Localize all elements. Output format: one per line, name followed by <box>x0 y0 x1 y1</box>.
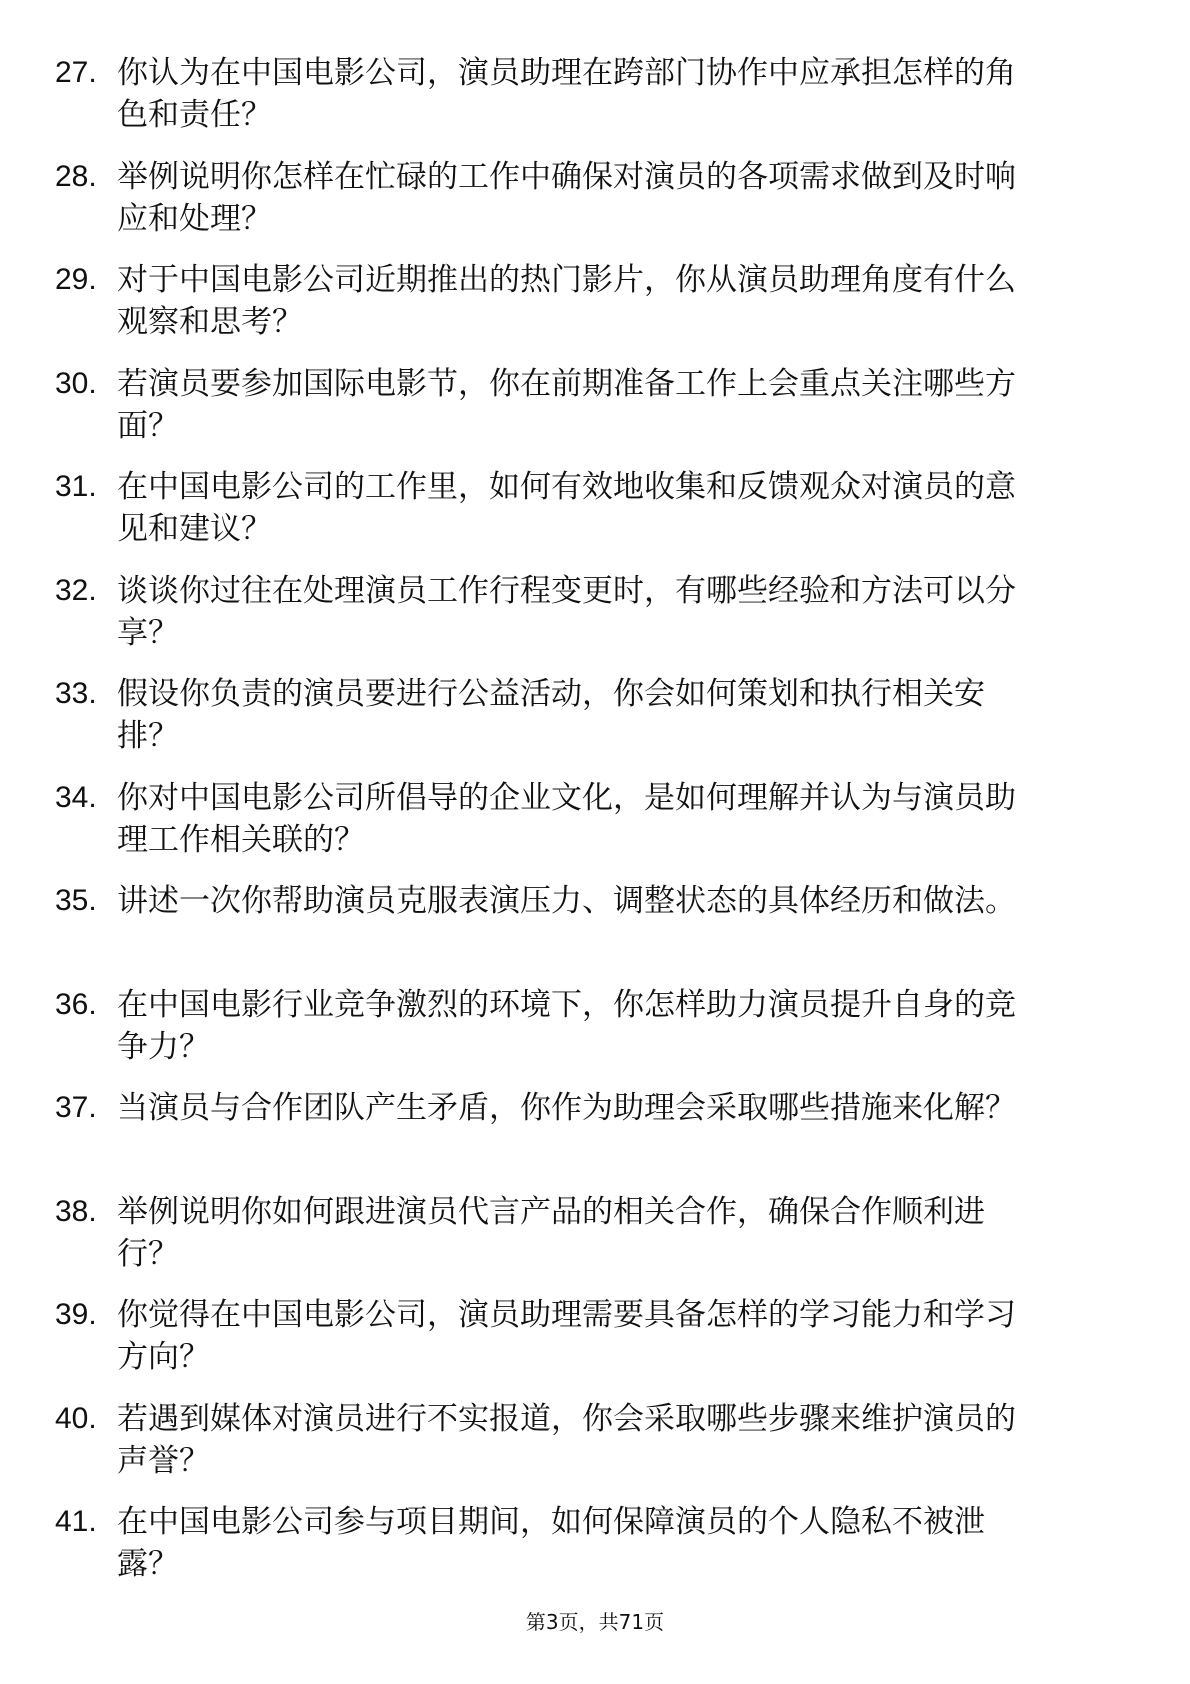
question-item <box>0 673 1190 777</box>
page-footer: 第3页，共71页 <box>525 1610 665 1634</box>
question-item <box>0 1398 1190 1502</box>
question-number: 27. <box>55 56 97 89</box>
question-text: 你对中国电影公司所倡导的企业文化，是如何理解并认为与演员助理工作相关联的？ <box>117 779 1016 858</box>
question-item <box>0 1294 1190 1398</box>
question-text: 假设你负责的演员要进行公益活动，你会如何策划和执行相关安排？ <box>117 676 985 754</box>
question-number: 30. <box>55 366 97 400</box>
question-number: 36. <box>55 987 97 1021</box>
question-text: 你觉得在中国电影公司，演员助理需要具备怎样的学习能力和学习方向？ <box>117 1297 1016 1375</box>
question-number: 35. <box>55 884 97 917</box>
question-number: 41. <box>55 1505 97 1538</box>
question-number: 37. <box>55 1091 97 1124</box>
question-text: 在中国电影行业竞争激烈的环境下，你怎样助力演员提升自身的竞争力？ <box>117 986 1016 1065</box>
question-item <box>0 777 1190 881</box>
question-number: 28. <box>55 159 97 193</box>
question-item <box>0 466 1190 570</box>
question-number: 29. <box>55 263 97 296</box>
question-number: 33. <box>55 677 97 710</box>
question-text: 若演员要参加国际电影节，你在前期准备工作上会重点关注哪些方面？ <box>117 365 1016 444</box>
question-number: 39. <box>55 1298 97 1331</box>
question-number: 32. <box>55 573 97 607</box>
question-item <box>0 1501 1190 1605</box>
question-text: 在中国电影公司的工作里，如何有效地收集和反馈观众对演员的意见和建议？ <box>117 469 1016 547</box>
question-number: 31. <box>55 470 97 503</box>
question-item <box>0 363 1190 467</box>
question-text: 当演员与合作团队产生矛盾，你作为助理会采取哪些措施来化解？ <box>117 1090 1016 1126</box>
question-number: 34. <box>55 780 97 814</box>
question-list <box>0 52 1190 1605</box>
question-number: 38. <box>55 1194 97 1228</box>
question-text: 你认为在中国电影公司，演员助理在跨部门协作中应承担怎样的角色和责任？ <box>117 55 1016 133</box>
question-text: 谈谈你过往在处理演员工作行程变更时，有哪些经验和方法可以分享？ <box>117 572 1016 651</box>
question-item <box>0 570 1190 674</box>
question-item <box>0 1087 1190 1191</box>
question-item <box>0 984 1190 1088</box>
question-text: 若遇到媒体对演员进行不实报道，你会采取哪些步骤来维护演员的声誉？ <box>117 1400 1016 1479</box>
question-item <box>0 52 1190 156</box>
question-item <box>0 880 1190 984</box>
question-item <box>0 156 1190 260</box>
question-text: 讲述一次你帮助演员克服表演压力、调整状态的具体经历和做法。 <box>117 883 1016 919</box>
question-item <box>0 1191 1190 1295</box>
question-text: 对于中国电影公司近期推出的热门影片，你从演员助理角度有什么观察和思考？ <box>117 262 1016 340</box>
question-text: 举例说明你如何跟进演员代言产品的相关合作，确保合作顺利进行？ <box>117 1193 985 1272</box>
question-text: 在中国电影公司参与项目期间，如何保障演员的个人隐私不被泄露？ <box>117 1504 985 1582</box>
question-number: 40. <box>55 1401 97 1435</box>
question-text: 举例说明你怎样在忙碌的工作中确保对演员的各项需求做到及时响应和处理？ <box>117 158 1016 237</box>
question-item <box>0 259 1190 363</box>
